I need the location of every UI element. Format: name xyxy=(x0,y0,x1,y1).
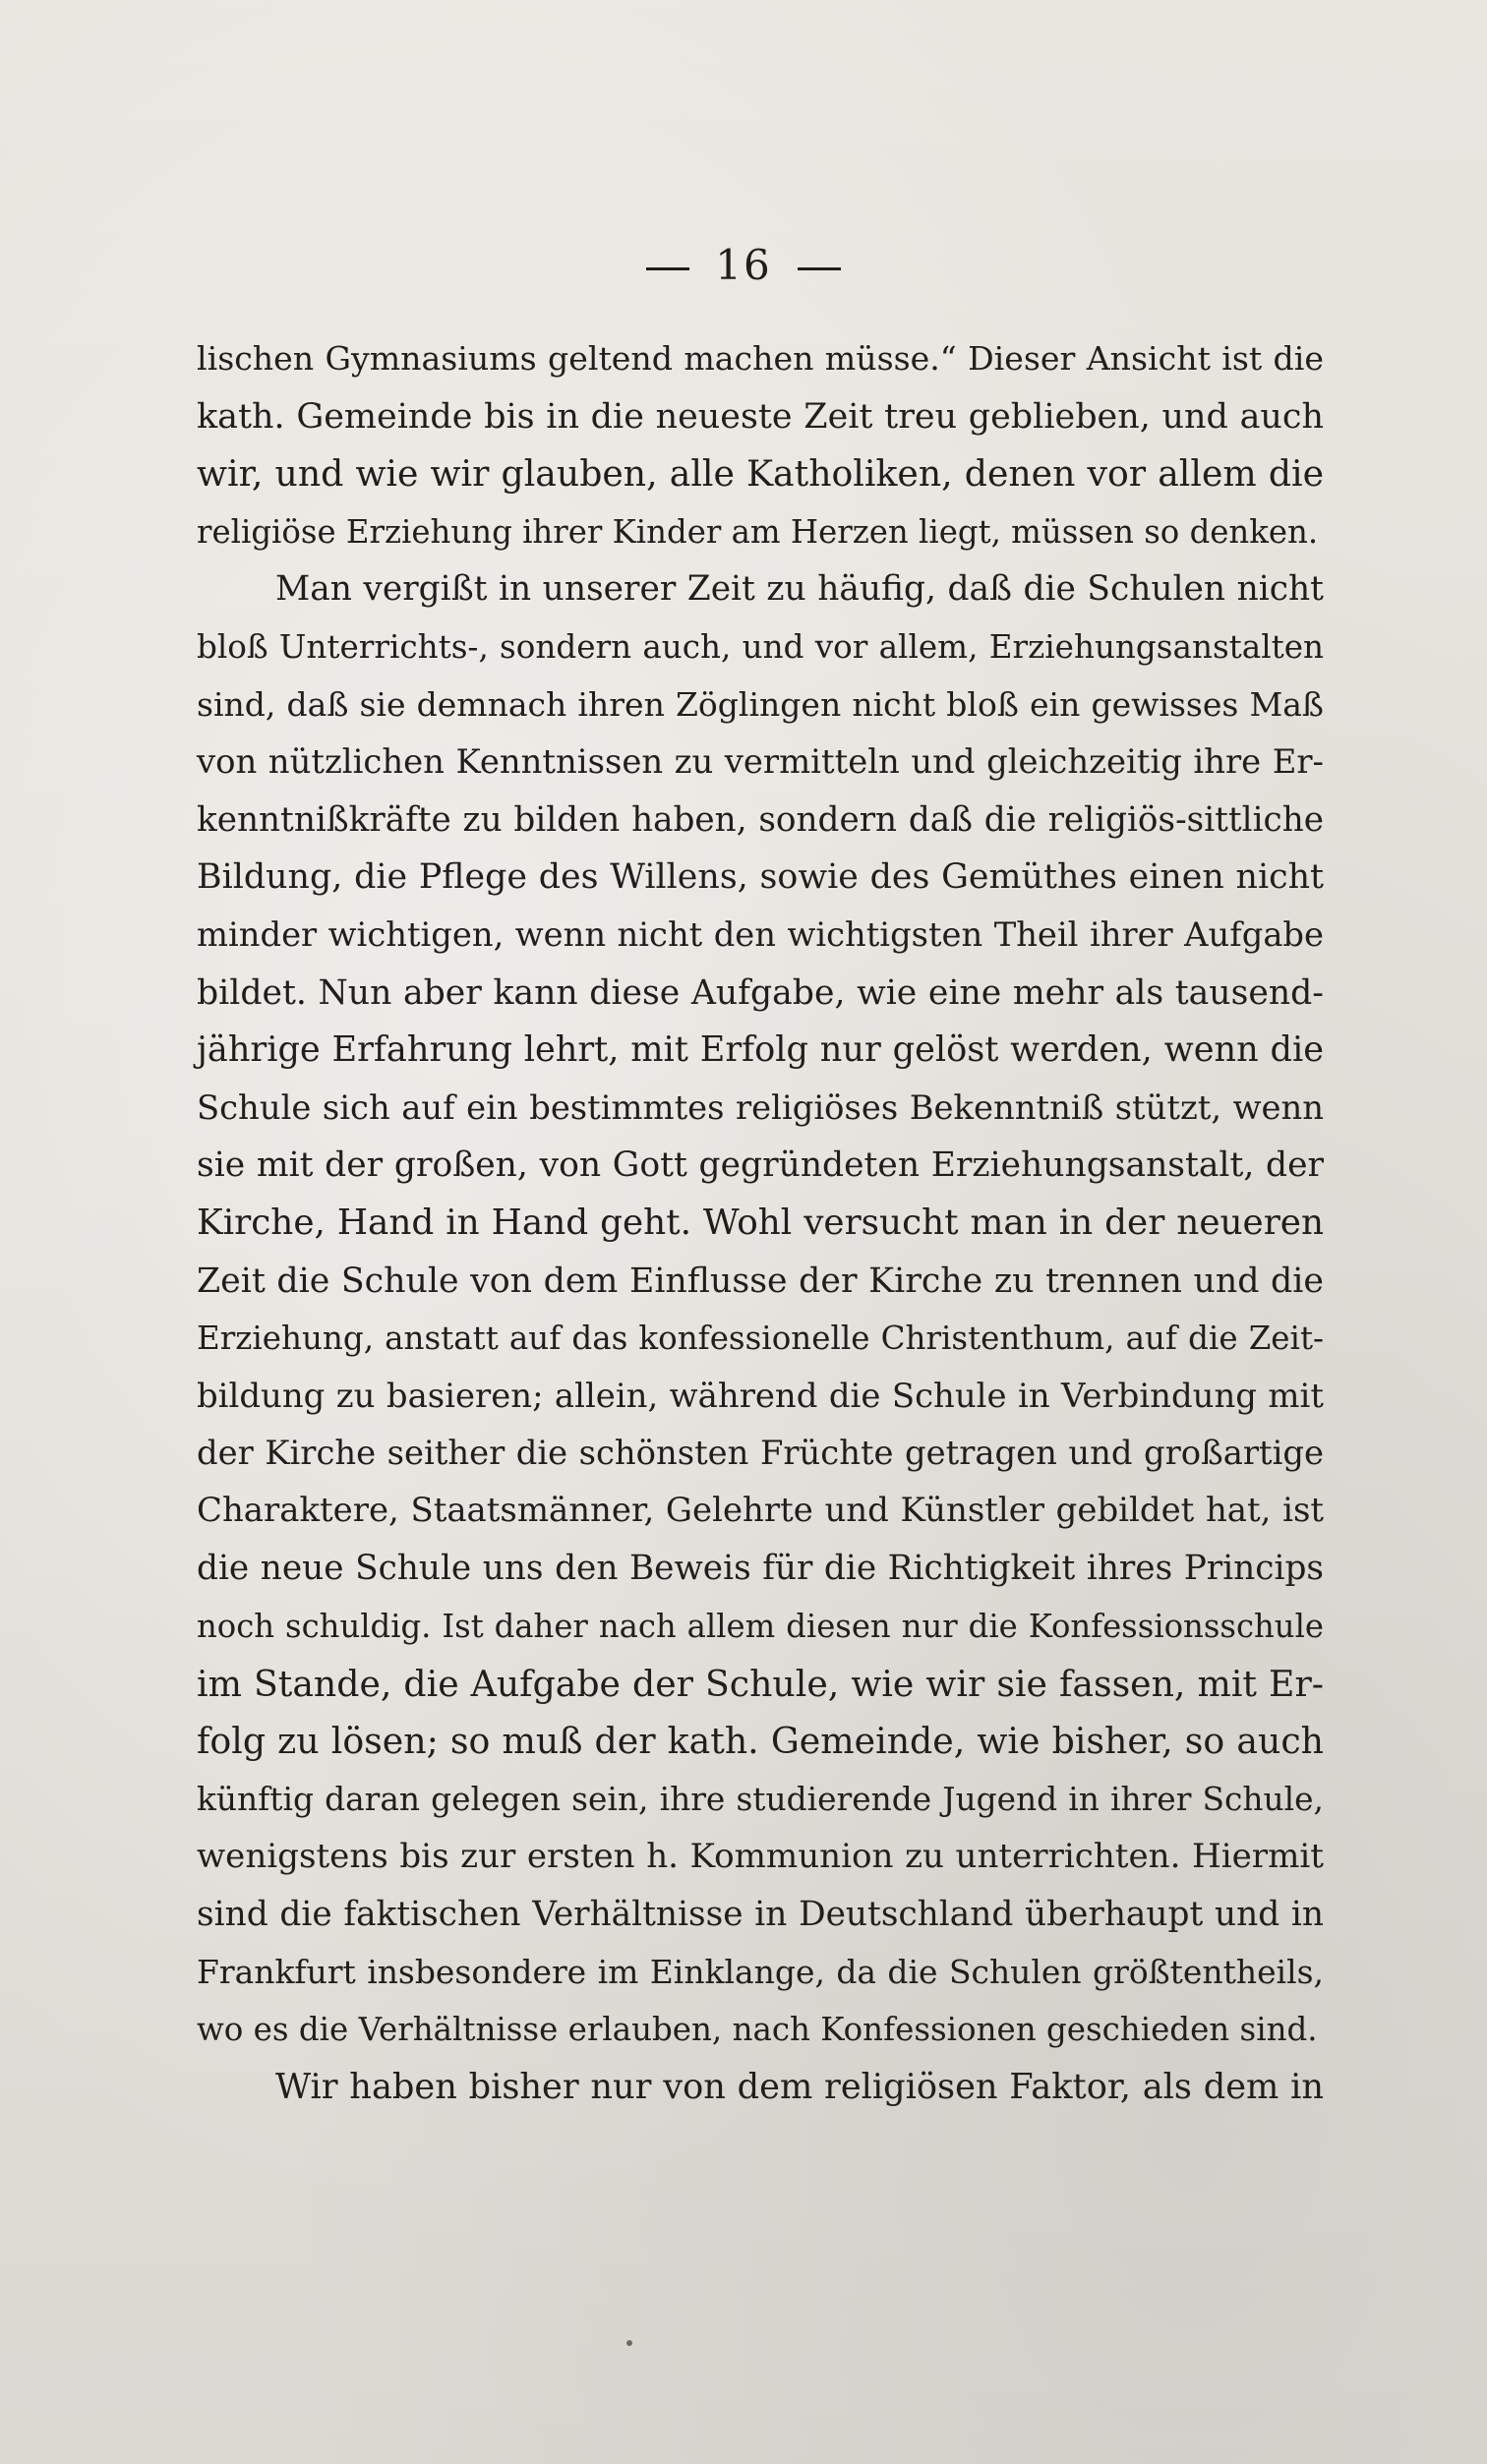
text-line: religiöse Erziehung ihrer Kinder am Herzen liegt, müssen so denken. xyxy=(197,512,1319,551)
text-line: künftig daran gelegen sein, ihre studierende Jugend in ihrer Schule, xyxy=(197,1780,1324,1818)
text-line: sind, daß sie demnach ihren Zöglingen nicht bloß ein gewisses Maß xyxy=(197,684,1324,724)
text-line: Man vergißt in unserer Zeit zu häufig, daß die Schulen nicht xyxy=(275,569,1324,610)
text-line: kath. Gemeinde bis in die neueste Zeit treu geblieben, und auch xyxy=(197,396,1324,437)
text-line: wir, und wie wir glauben, alle Katholiken, denen vor allem die xyxy=(197,452,1324,496)
text-line: bildet. Nun aber kann diese Aufgabe, wie eine mehr als tausend- xyxy=(197,972,1324,1013)
text-line: wo es die Verhältnisse erlauben, nach Konfessionen geschieden sind. xyxy=(197,2011,1318,2049)
text-line: Kirche, Hand in Hand geht. Wohl versucht man in der neueren xyxy=(197,1202,1324,1243)
text-line: im Stande, die Aufgabe der Schule, wie wir sie fassen, mit Er- xyxy=(197,1662,1324,1705)
page-number: 16 xyxy=(715,241,772,289)
text-line: bloß Unterrichts-, sondern auch, und vor allem, Erziehungsanstalten xyxy=(197,627,1324,666)
text-line: die neue Schule uns den Beweis für die Richtigkeit ihres Princips xyxy=(197,1549,1324,1589)
text-line: Zeit die Schule von dem Einflusse der Kirche zu trennen und die xyxy=(197,1261,1324,1301)
text-line: sind die faktischen Verhältnisse in Deutschland überhaupt und in xyxy=(197,1895,1324,1935)
text-line: minder wichtigen, wenn nicht den wichtigsten Theil ihrer Aufgabe xyxy=(197,914,1324,954)
text-line: Erziehung, anstatt auf das konfessionelle Christenthum, auf die Zeit- xyxy=(197,1320,1324,1358)
text-line: bildung zu basieren; allein, während die Schule in Verbindung mit xyxy=(197,1376,1324,1415)
ink-speck xyxy=(626,2340,632,2346)
text-line: lischen Gymnasiums geltend machen müsse.“ Dieser Ansicht ist die xyxy=(197,339,1324,378)
header-dash-left xyxy=(646,267,689,270)
text-line: noch schuldig. Ist daher nach allem diesen nur die Konfessionsschule xyxy=(197,1608,1324,1646)
text-line: sie mit der großen, von Gott gegründeten Erziehungsanstalt, der xyxy=(197,1145,1324,1186)
text-line: wenigstens bis zur ersten h. Kommunion zu unterrichten. Hiermit xyxy=(197,1837,1324,1877)
text-line: der Kirche seither die schönsten Früchte getragen und großartige xyxy=(197,1434,1324,1473)
text-line: Wir haben bisher nur von dem religiösen Faktor, als dem in xyxy=(275,2066,1324,2107)
body-text xyxy=(197,330,1324,2116)
text-line: Bildung, die Pflege des Willens, sowie des Gemüthes einen nicht xyxy=(197,857,1324,898)
page-header xyxy=(0,241,1487,289)
header-dash-right xyxy=(798,267,841,270)
text-line: kenntnißkräfte zu bilden haben, sondern daß die religiös-sittliche xyxy=(197,799,1324,840)
text-line: von nützlichen Kenntnissen zu vermitteln und gleichzeitig ihre Er- xyxy=(197,742,1324,782)
text-line: jährige Erfahrung lehrt, mit Erfolg nur gelöst werden, wenn die xyxy=(197,1029,1324,1071)
text-line: Schule sich auf ein bestimmtes religiöses Bekenntniß stützt, wenn xyxy=(197,1087,1324,1127)
text-line: Charaktere, Staatsmänner, Gelehrte und Künstler gebildet hat, ist xyxy=(197,1491,1324,1530)
text-line: Frankfurt insbesondere im Einklange, da die Schulen größtentheils, xyxy=(197,1952,1324,1991)
text-line: folg zu lösen; so muß der kath. Gemeinde, wie bisher, so auch xyxy=(197,1720,1324,1763)
